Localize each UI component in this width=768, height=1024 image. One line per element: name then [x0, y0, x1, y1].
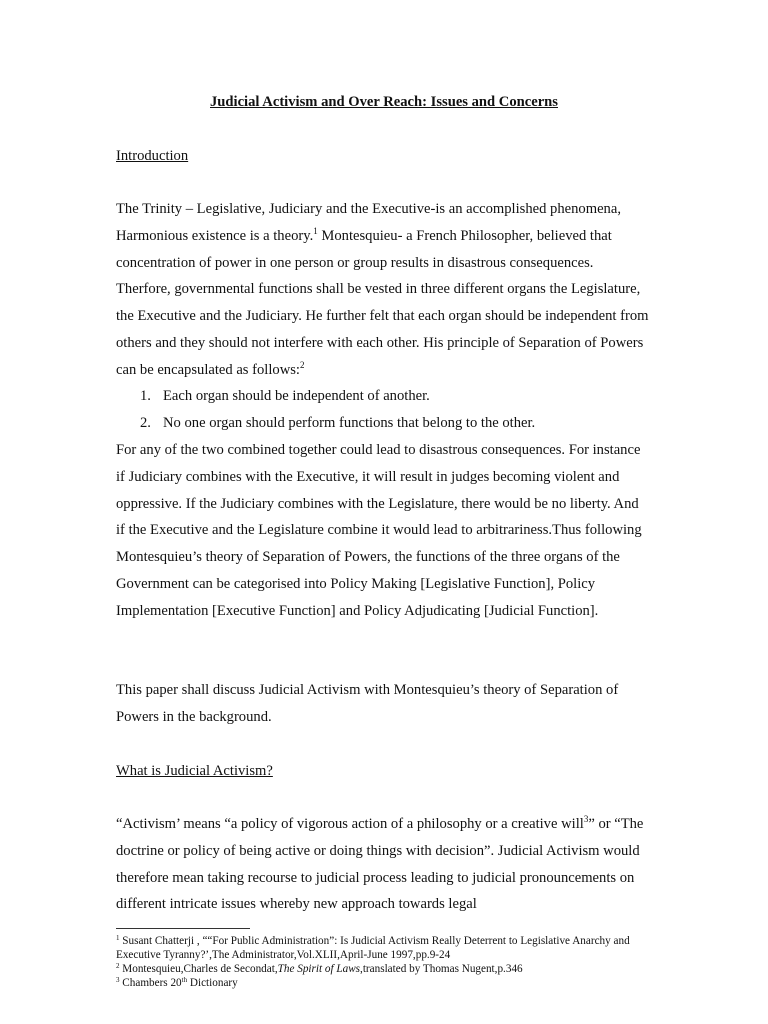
activism-text-part1: “Activism’ means “a policy of vigorous action of a philosophy or a creative will: [116, 816, 584, 832]
intro-text-part1: The Trinity – Legislative, Judiciary and the Executive-is an accomplished phenomena, Harmonious existence is a theory.: [116, 201, 621, 244]
paper-scope-paragraph: This paper shall discuss Judicial Activism with Montesquieu’s theory of Separation of Powers in the background.: [116, 682, 619, 725]
list-item-text: No one organ should perform functions that belong to the other.: [163, 415, 536, 431]
list-item: [140, 383, 430, 410]
footnote-text: Dictionary: [187, 977, 238, 989]
footnote-ref-1: 1: [313, 225, 318, 236]
intro-text-part2: Montesquieu- a French Philosopher, believed that concentration of power in one person or group results in disastrous consequences. Therfore, governmental functions shall be vested in three different organs the Legislature, the Executive and the Judiciary. He further felt that each organ should be independent from others and they should not interfere with each other. His principle of Separation of Powers can be encapsulated as follows:: [116, 227, 649, 378]
list-item-number: 1.: [140, 388, 151, 404]
footnote-separator: [116, 928, 250, 929]
document-title: Judicial Activism and Over Reach: Issues and Concerns: [210, 94, 558, 110]
footnotes: [116, 934, 651, 990]
activism-text-part2: ” or “The doctrine or policy of being active or doing things with decision”. Judicial Activism would therefore mean taking recourse to judicial process leading to judicial pronouncements on different intricate issues whereby new approach towards legal: [116, 816, 644, 913]
activism-paragraph: [116, 811, 651, 918]
footnote-text: Susant Chatterji , ““For Public Administration”: Is Judicial Activism Really Deterrent to Legislative Anarchy and Executive Tyranny?’,The Administrator,Vol.XLII,April-June 1997,pp.9-24: [116, 935, 630, 961]
footnote-number: 3: [116, 976, 120, 984]
list-item-number: 2.: [140, 415, 151, 431]
footnote-text: ,translated by Thomas Nugent,p.346: [360, 963, 523, 975]
consequences-paragraph: For any of the two combined together could lead to disastrous consequences. For instance if Judiciary combines with the Executive, it will result in judges becoming violent and oppressive. If the Judiciary combines with the Legislature, there would be no liberty. And if the Executive and the Legislature combine it would lead to arbitrariness.Thus following Montesquieu’s theory of Separation of Powers, the functions of the three organs of the Government can be categorised into Policy Making [Legislative Function], Policy Implementation [Executive Function] and Policy Adjudicating [Judicial Function].: [116, 442, 642, 619]
what-is-judicial-activism-heading: What is Judicial Activism?: [116, 763, 273, 779]
intro-paragraph: [116, 196, 651, 384]
introduction-heading: Introduction: [116, 148, 189, 164]
footnote-book-title: The Spirit of Laws: [277, 963, 361, 975]
footnote-text: Montesquieu,Charles de Secondat,: [122, 963, 278, 975]
list-item-text: Each organ should be independent of another.: [163, 388, 430, 404]
footnote-ref-3: 3: [583, 814, 589, 824]
list-item: [140, 410, 535, 437]
footnote-1: [116, 934, 651, 962]
footnote-number: 1: [116, 934, 120, 942]
footnote-text: Chambers 20: [122, 977, 182, 989]
footnote-2: [116, 962, 651, 976]
footnote-ref-2: 2: [299, 359, 305, 370]
footnote-ordinal-suffix: th: [181, 976, 188, 984]
footnote-3: [116, 976, 651, 990]
footnote-number: 2: [116, 962, 120, 970]
